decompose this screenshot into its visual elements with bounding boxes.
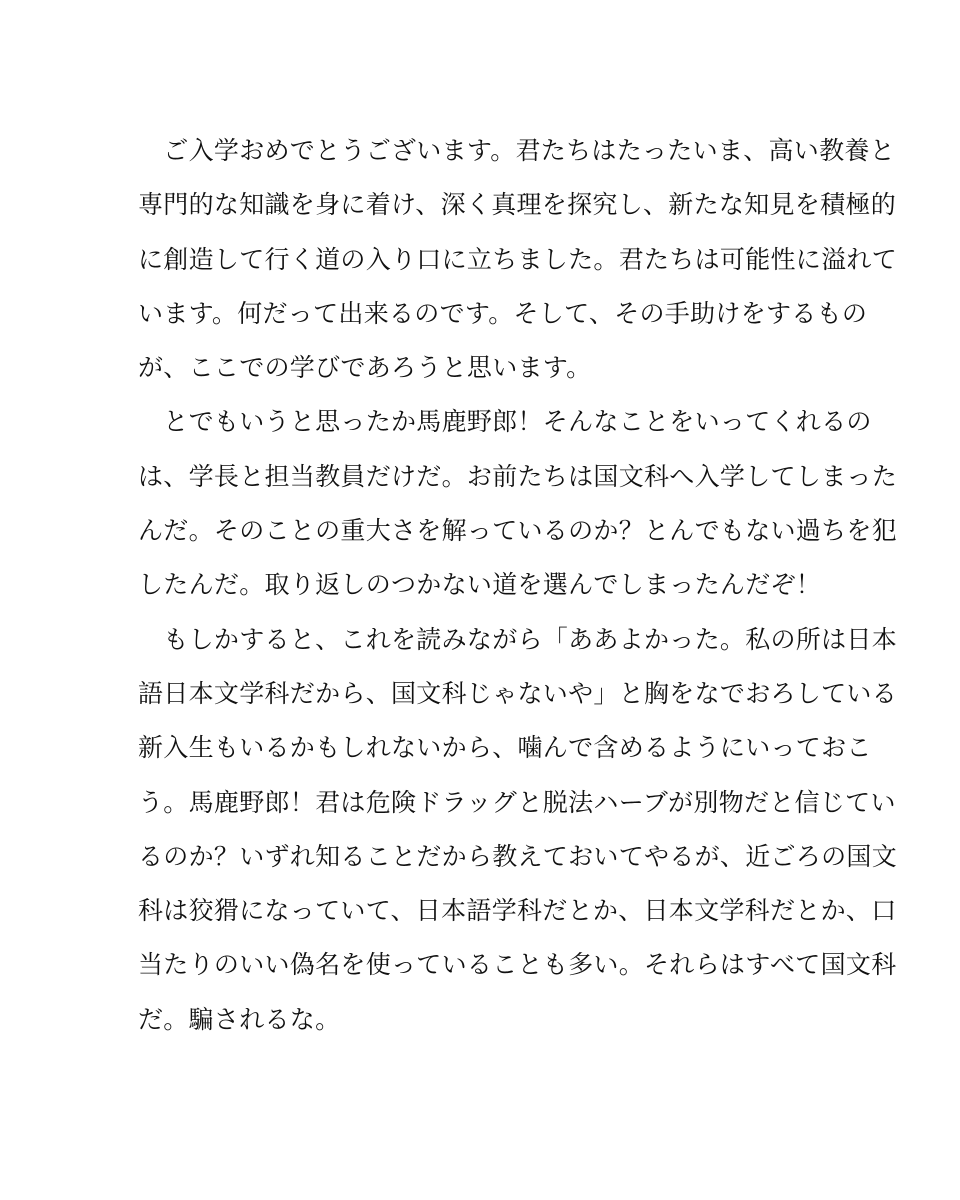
paragraph-3	[138, 613, 898, 1047]
text-line: 科は狡猾になっていて、日本語学科だとか、日本文学科だとか、口	[138, 896, 897, 926]
paragraph-1	[138, 124, 898, 395]
text-line: もしかすると、これを読みながら「ああよかった。私の所は日本	[138, 624, 898, 654]
text-line: んだ。そのことの重大さを解っているのか？とんでもない過ちを犯	[138, 516, 898, 546]
text-line: 専門的な知識を身に着け、深く真理を探究し、新たな知見を積極的	[138, 190, 897, 220]
text-line: が、ここでの学びであろうと思います。	[138, 353, 592, 383]
text-line: に創造して行く道の入り口に立ちました。君たちは可能性に溢れて	[138, 244, 898, 274]
text-line: だ。騙されるな。	[138, 1004, 341, 1034]
text-line: 新入生もいるかもしれないから、噛んで含めるようにいっておこ	[138, 733, 872, 763]
text-line: う。馬鹿野郎！君は危険ドラッグと脱法ハーブが別物だと信じてい	[138, 787, 896, 817]
text-line: るのか？いずれ知ることだから教えておいてやるが、近ごろの国文	[138, 841, 898, 871]
text-line: 当たりのいい偽名を使っていることも多い。それらはすべて国文科	[138, 950, 897, 980]
document-body	[138, 124, 898, 1047]
text-line: は、学長と担当教員だけだ。お前たちは国文科へ入学してしまった	[138, 461, 898, 491]
text-line: ご入学おめでとうございます。君たちはたったいま、高い教養と	[138, 136, 896, 165]
text-line: 語日本文学科だから、国文科じゃないや」と胸をなでおろしている	[138, 678, 898, 708]
text-line: います。何だって出来るのです。そして、その手助けをするもの	[138, 298, 868, 328]
text-line: したんだ。取り返しのつかない道を選んでしまったんだぞ！	[138, 570, 822, 600]
text-line: とでもいうと思ったか馬鹿野郎！そんなことをいってくれるの	[138, 407, 872, 437]
paragraph-2	[138, 395, 898, 612]
